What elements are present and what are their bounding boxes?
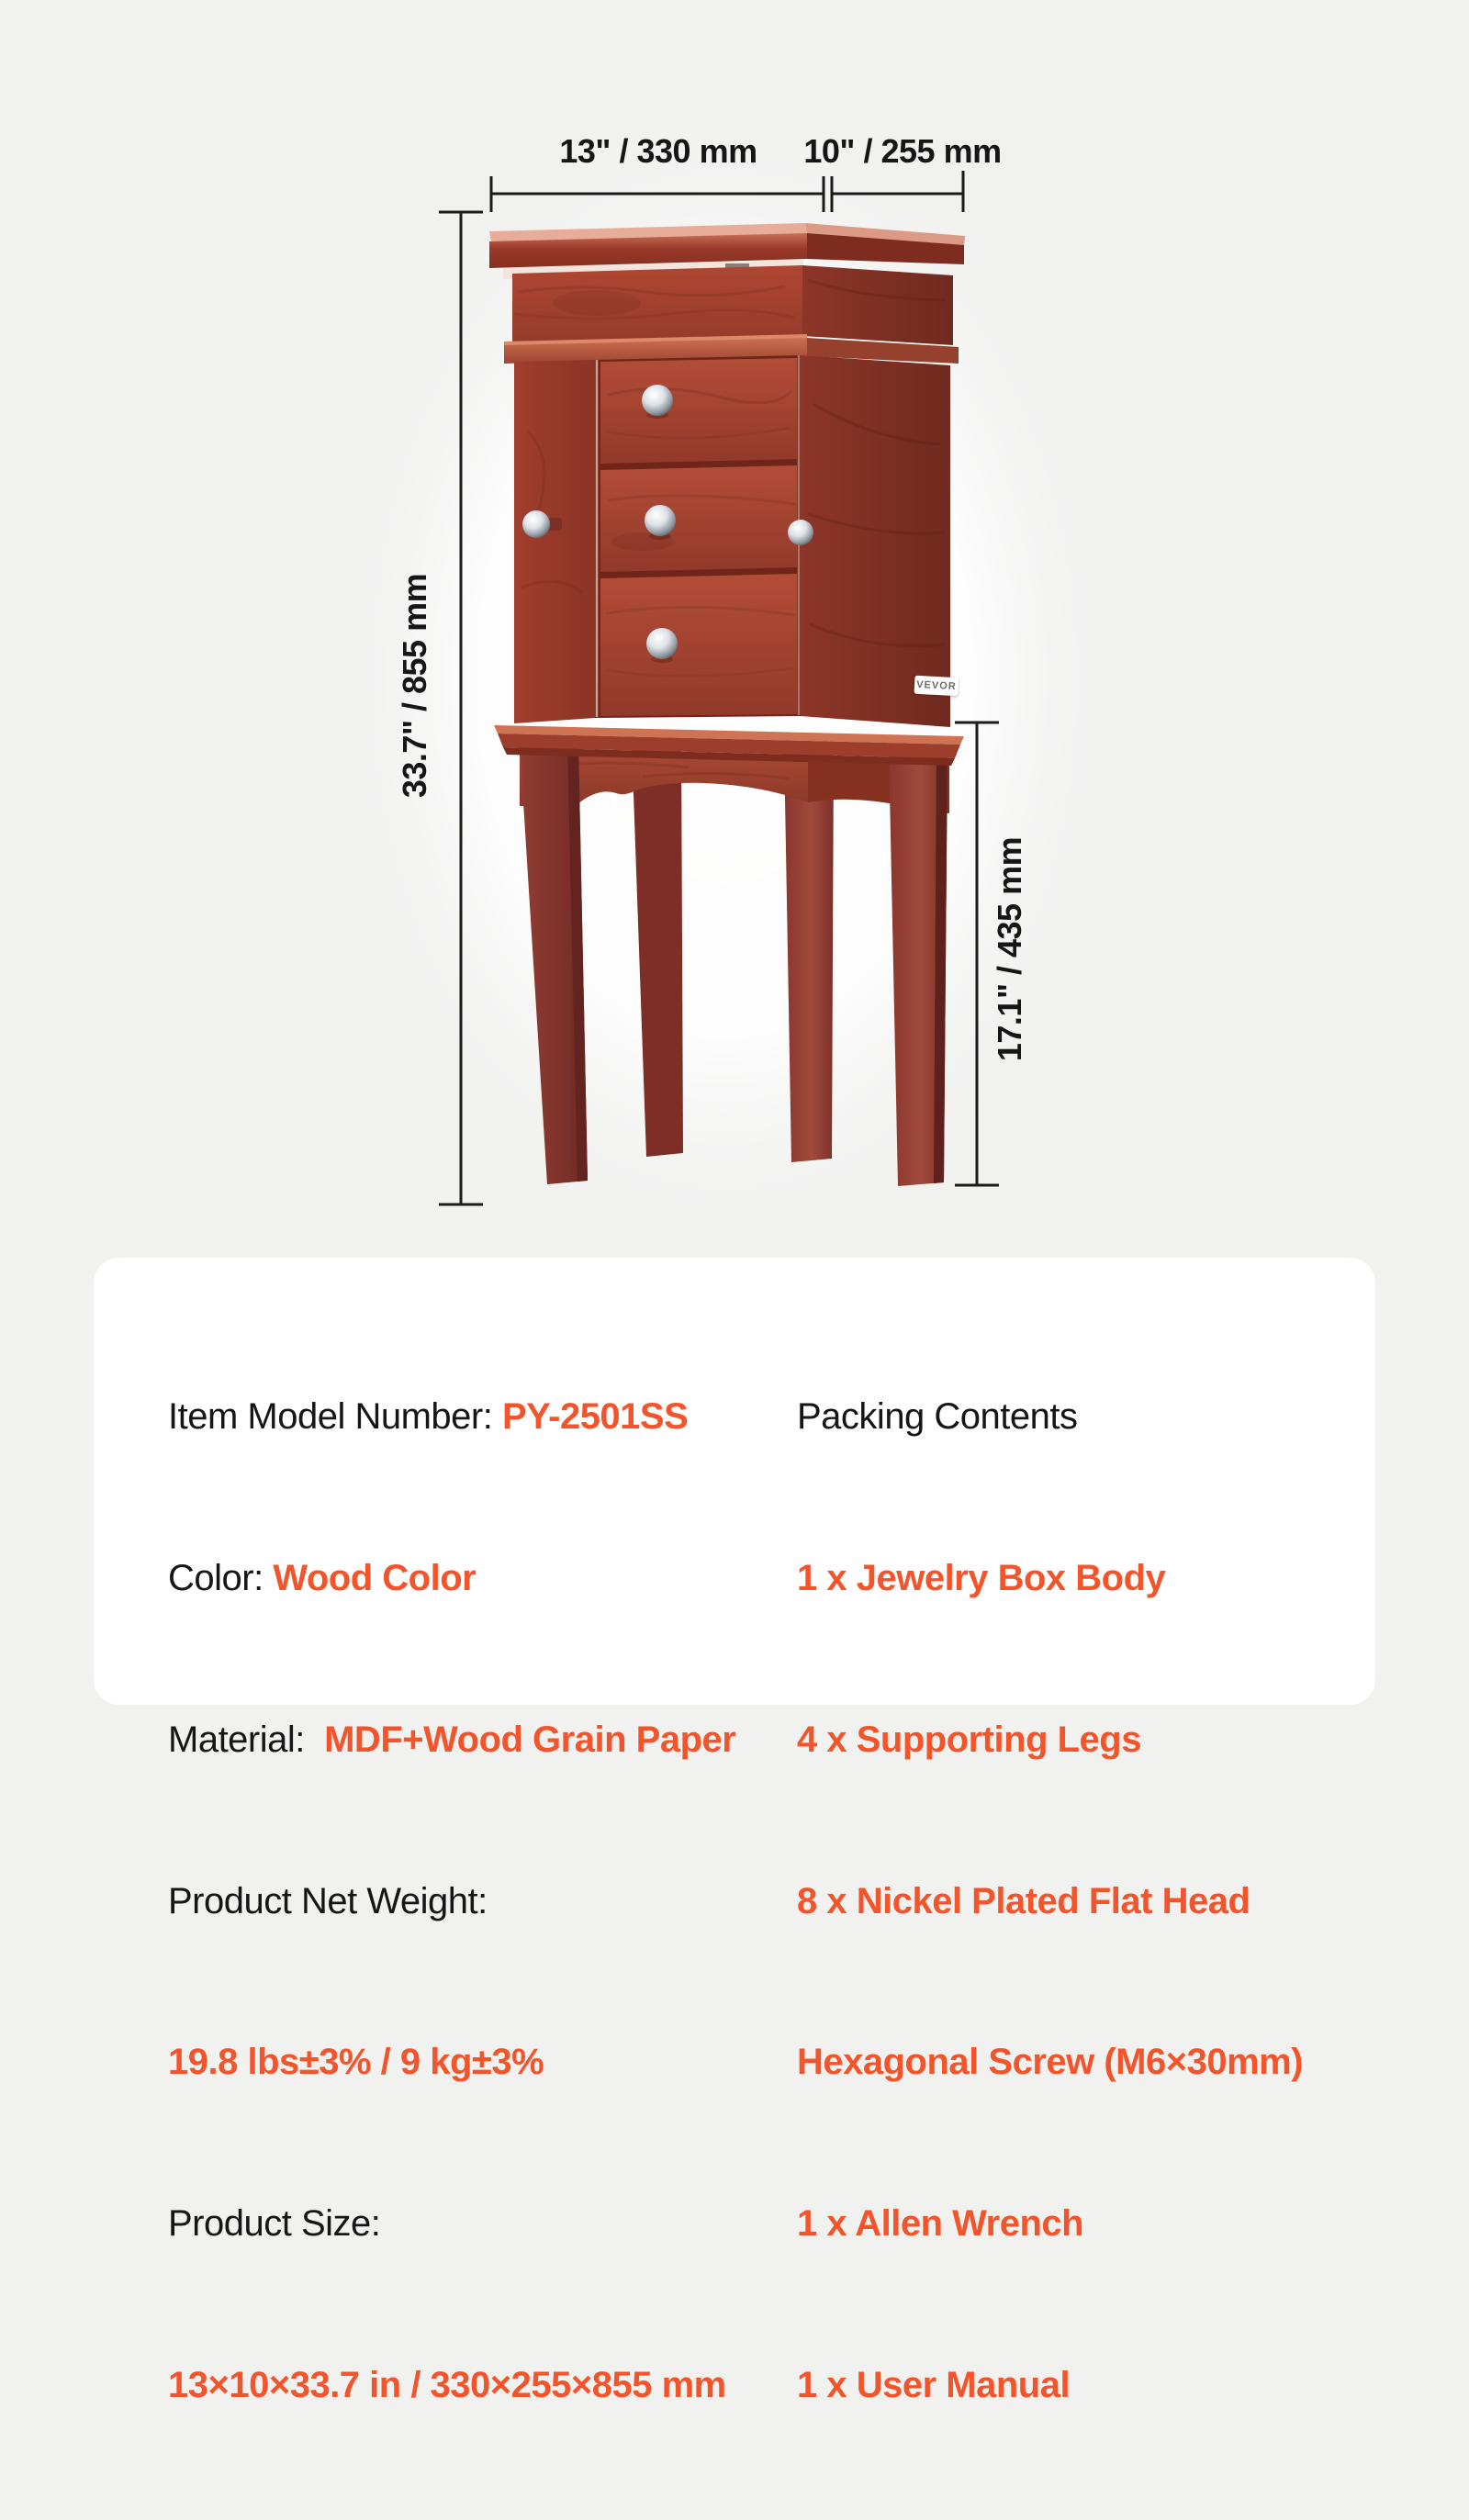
brand-label-text: VEVOR	[915, 678, 958, 693]
main-body	[514, 355, 950, 727]
front-right-leg	[889, 747, 948, 1186]
packing-item-user-manual: 1 x User Manual	[797, 2364, 1071, 2405]
spec-row-net-weight-label: Product Net Weight:	[168, 1880, 488, 1921]
drawer-1	[600, 358, 797, 464]
drawer-2	[600, 465, 797, 572]
packing-item-screws-line1: 8 x Nickel Plated Flat Head	[797, 1880, 1250, 1921]
right-door-knob	[788, 520, 813, 545]
spec-row-material: Material: MDF+Wood Grain Paper	[168, 1719, 736, 1760]
packing-item-screws-line2: Hexagonal Screw (M6×30mm)	[797, 2042, 1304, 2083]
height-dimension-label: 33.7" / 855 mm	[396, 573, 433, 799]
spec-row-size-value: 13×10×33.7 in / 330×255×855 mm	[168, 2364, 726, 2405]
depth-dimension-label: 10" / 255 mm	[803, 132, 1002, 170]
width-dimension-label: 13" / 330 mm	[559, 132, 757, 170]
spec-left-column	[168, 1282, 735, 2520]
left-door	[514, 360, 595, 723]
spec-row-size-label: Product Size:	[168, 2203, 381, 2245]
jewelry-cabinet-illustration	[0, 0, 1469, 1249]
packing-item-allen-wrench: 1 x Allen Wrench	[797, 2203, 1084, 2245]
back-right-leg	[784, 745, 834, 1162]
packing-item-box-body: 1 x Jewelry Box Body	[797, 1557, 1166, 1598]
spec-row-net-weight-value: 19.8 lbs±3% / 9 kg±3%	[168, 2042, 544, 2083]
upper-box	[512, 265, 953, 345]
packing-item-legs: 4 x Supporting Legs	[797, 1719, 1141, 1760]
leg-height-dimension-label: 17.1" / 435 mm	[991, 836, 1028, 1062]
spec-row-color: Color: Wood Color	[168, 1557, 477, 1598]
brand-label	[914, 676, 959, 696]
packing-contents-column	[797, 1282, 1303, 2520]
drawer-3	[600, 574, 797, 716]
spec-card	[94, 1258, 1375, 2405]
packing-contents-title: Packing Contents	[797, 1396, 1078, 1438]
spec-row-model: Item Model Number: PY-2501SS	[168, 1396, 689, 1438]
